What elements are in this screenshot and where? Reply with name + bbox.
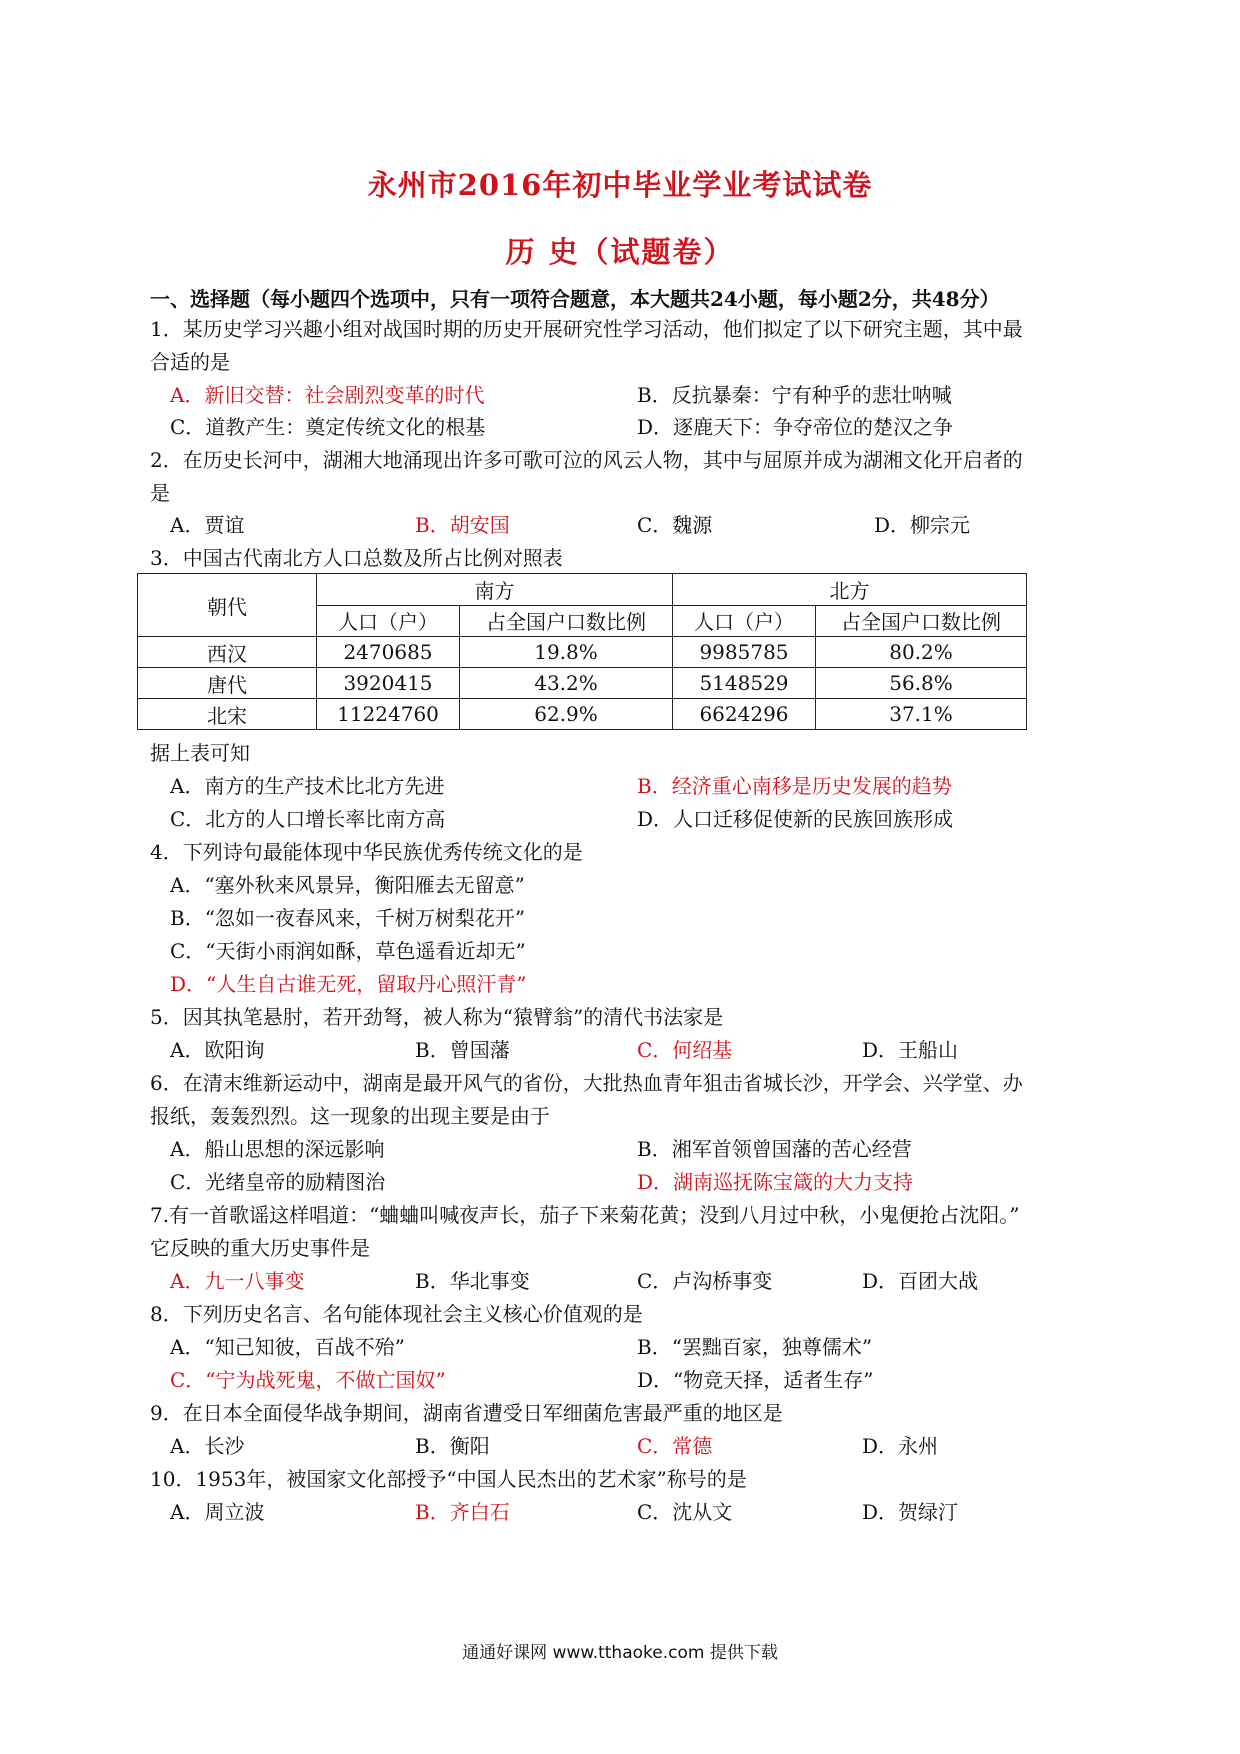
cell-north-pop: 9985785: [673, 637, 816, 668]
q5-stem: 5．因其执笔悬肘，若开劲弩，被人称为“猿臂翁”的清代书法家是: [150, 1005, 724, 1029]
q5-option-c: C．何绍基: [637, 1038, 733, 1062]
q2-option-b: B．胡安国: [415, 513, 510, 537]
q6-option-d: D．湖南巡抚陈宝箴的大力支持: [637, 1170, 914, 1194]
cell-south-ratio: 43.2%: [460, 668, 673, 699]
q9-option-c: C．常德: [637, 1434, 713, 1458]
q2-option-c: C．魏源: [637, 513, 713, 537]
q7-option-c: C．卢沟桥事变: [637, 1269, 773, 1293]
q4-option-b: B．“忽如一夜春风来，千树万树梨花开”: [170, 906, 526, 930]
table-header-south-ratio: 占全国户口数比例: [460, 605, 673, 637]
q8-option-c: C．“宁为战死鬼，不做亡国奴”: [170, 1368, 446, 1392]
q2-option-a: A．贾谊: [170, 513, 245, 537]
exam-title: 永州市2016年初中毕业学业考试试卷: [367, 168, 873, 202]
q6-stem-line1: 6．在清末维新运动中，湖南是最开风气的省份，大批热血青年狙击省城长沙，开学会、兴学堂、办: [150, 1071, 1023, 1095]
q2-stem-line2: 是: [150, 481, 170, 505]
table-row: [138, 668, 1027, 699]
q9-stem: 9．在日本全面侵华战争期间，湖南省遭受日军细菌危害最严重的地区是: [150, 1401, 783, 1425]
population-table: [137, 573, 1027, 730]
q1-option-c: C．道教产生：奠定传统文化的根基: [170, 415, 486, 439]
section-heading: 一、选择题（每小题四个选项中，只有一项符合题意，本大题共24小题，每小题2分，共48分）: [150, 287, 1000, 311]
q10-option-b: B．齐白石: [415, 1500, 510, 1524]
q10-option-a: A．周立波: [170, 1500, 265, 1524]
q1-stem-line2: 合适的是: [150, 350, 230, 374]
q3-option-d: D．人口迁移促使新的民族回族形成: [637, 807, 954, 831]
table-header-dynasty: 朝代: [138, 574, 317, 637]
table-header-north-ratio: 占全国户口数比例: [816, 605, 1027, 637]
q7-option-b: B．华北事变: [415, 1269, 530, 1293]
cell-south-ratio: 19.8%: [460, 637, 673, 668]
table-row: [138, 637, 1027, 668]
q1-option-a: A．新旧交替：社会剧烈变革的时代: [170, 383, 485, 407]
q2-option-d: D．柳宗元: [874, 513, 971, 537]
q7-option-d: D．百团大战: [862, 1269, 979, 1293]
cell-south-ratio: 62.9%: [460, 699, 673, 730]
q10-option-c: C．沈从文: [637, 1500, 733, 1524]
q3-option-b: B．经济重心南移是历史发展的趋势: [637, 774, 952, 798]
cell-dynasty: 北宋: [138, 699, 317, 730]
q6-option-a: A．船山思想的深远影响: [170, 1137, 385, 1161]
q9-option-d: D．永州: [862, 1434, 939, 1458]
q8-stem: 8．下列历史名言、名句能体现社会主义核心价值观的是: [150, 1302, 643, 1326]
q3-lead: 据上表可知: [150, 741, 250, 765]
cell-dynasty: 西汉: [138, 637, 317, 668]
cell-south-pop: 3920415: [317, 668, 460, 699]
table-row: [138, 699, 1027, 730]
cell-south-pop: 2470685: [317, 637, 460, 668]
q10-stem: 10．1953年，被国家文化部授予“中国人民杰出的艺术家”称号的是: [150, 1467, 747, 1491]
q10-option-d: D．贺绿汀: [862, 1500, 959, 1524]
q7-stem-line1: 7.有一首歌谣这样唱道：“蛐蛐叫喊夜声长，茄子下来菊花黄；没到八月过中秋，小鬼便抢占沈阳。”: [150, 1203, 1020, 1227]
q7-stem-line2: 它反映的重大历史事件是: [150, 1236, 370, 1260]
cell-south-pop: 11224760: [317, 699, 460, 730]
cell-north-ratio: 80.2%: [816, 637, 1027, 668]
q4-option-c: C．“天街小雨润如酥，草色遥看近却无”: [170, 939, 526, 963]
cell-north-pop: 5148529: [673, 668, 816, 699]
q3-stem: 3．中国古代南北方人口总数及所占比例对照表: [150, 546, 563, 570]
q3-option-c: C．北方的人口增长率比南方高: [170, 807, 446, 831]
q1-option-b: B．反抗暴秦：宁有种乎的悲壮呐喊: [637, 383, 952, 407]
q6-option-b: B．湘军首领曾国藩的苦心经营: [637, 1137, 912, 1161]
q1-stem-line1: 1．某历史学习兴趣小组对战国时期的历史开展研究性学习活动，他们拟定了以下研究主题，其中最: [150, 317, 1023, 341]
footer-credit: 通通好课网 www.tthaoke.com 提供下载: [462, 1643, 778, 1663]
table-header-south-pop: 人口（户）: [317, 605, 460, 637]
q5-option-d: D．王船山: [862, 1038, 959, 1062]
q5-option-a: A．欧阳询: [170, 1038, 265, 1062]
exam-subtitle: 历 史（试题卷）: [505, 235, 735, 269]
cell-north-pop: 6624296: [673, 699, 816, 730]
q6-option-c: C．光绪皇帝的励精图治: [170, 1170, 386, 1194]
table-header-south: 南方: [317, 574, 673, 606]
cell-north-ratio: 56.8%: [816, 668, 1027, 699]
q1-option-d: D．逐鹿天下：争夺帝位的楚汉之争: [637, 415, 954, 439]
table-header-north-pop: 人口（户）: [673, 605, 816, 637]
q2-stem-line1: 2．在历史长河中，湖湘大地涌现出许多可歌可泣的风云人物，其中与屈原并成为湖湘文化开启者的: [150, 448, 1023, 472]
q6-stem-line2: 报纸，轰轰烈烈。这一现象的出现主要是由于: [150, 1104, 550, 1128]
q8-option-b: B．“罢黜百家，独尊儒术”: [637, 1335, 873, 1359]
q5-option-b: B．曾国藩: [415, 1038, 510, 1062]
q7-option-a: A．九一八事变: [170, 1269, 305, 1293]
q9-option-b: B．衡阳: [415, 1434, 490, 1458]
cell-north-ratio: 37.1%: [816, 699, 1027, 730]
q8-option-a: A．“知己知彼，百战不殆”: [170, 1335, 405, 1359]
q4-option-d: D．“人生自古谁无死，留取丹心照汗青”: [170, 972, 527, 996]
table-header-north: 北方: [673, 574, 1027, 606]
q8-option-d: D．“物竞天择，适者生存”: [637, 1368, 874, 1392]
q4-option-a: A．“塞外秋来风景异，衡阳雁去无留意”: [170, 873, 525, 897]
q9-option-a: A．长沙: [170, 1434, 245, 1458]
q4-stem: 4．下列诗句最能体现中华民族优秀传统文化的是: [150, 840, 583, 864]
q3-option-a: A．南方的生产技术比北方先进: [170, 774, 445, 798]
cell-dynasty: 唐代: [138, 668, 317, 699]
